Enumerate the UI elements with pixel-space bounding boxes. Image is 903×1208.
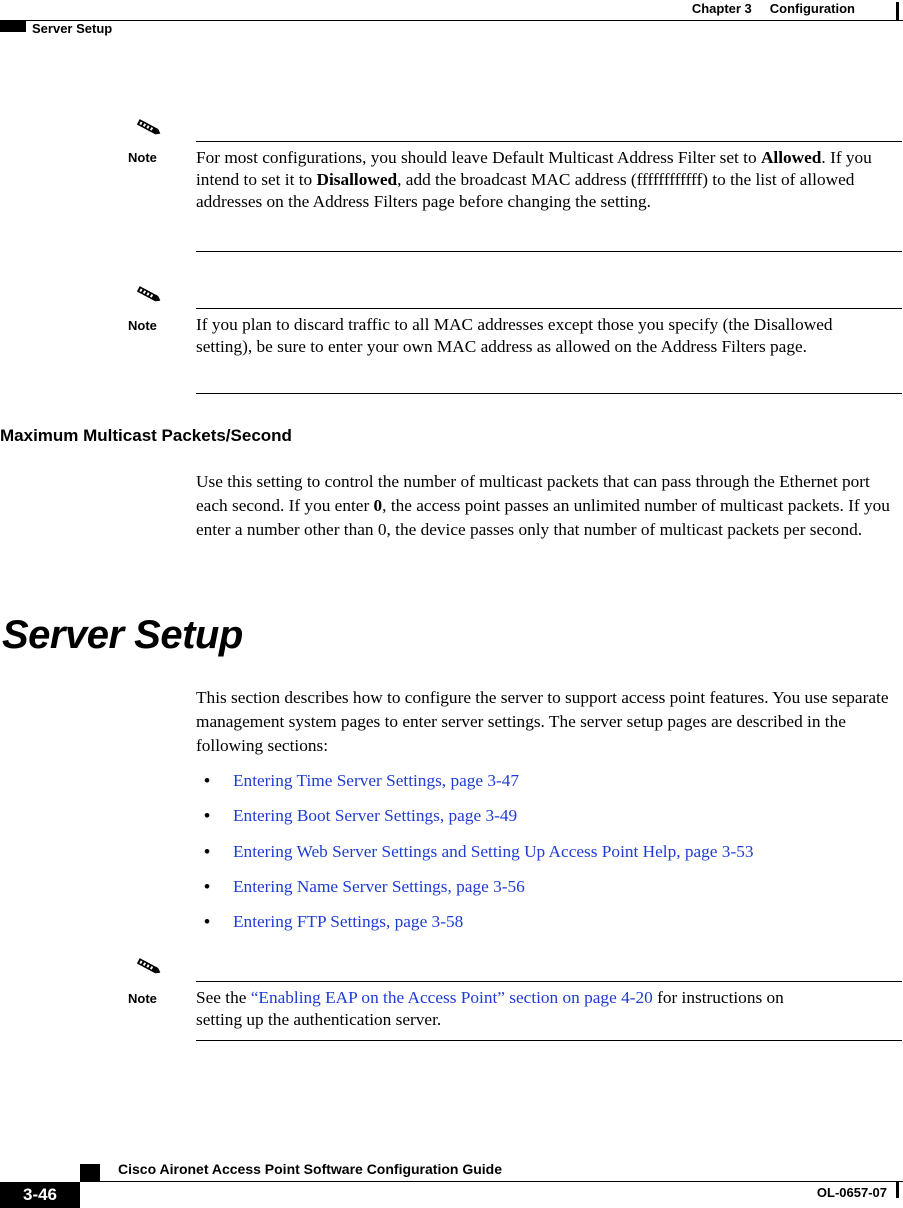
footer-page-number: 3-46 bbox=[0, 1182, 80, 1208]
pencil-note-icon bbox=[134, 283, 162, 305]
header-block bbox=[0, 21, 26, 32]
pencil-note-icon bbox=[134, 116, 162, 138]
link-enabling-eap[interactable]: “Enabling EAP on the Access Point” section on page 4-20 bbox=[250, 988, 653, 1007]
section-link-list bbox=[204, 771, 753, 947]
note1-text-a: For most configurations, you should leave Default Multicast Address Filter set to bbox=[196, 148, 761, 167]
section-intro-text: This section describes how to configure the server to support access point features. You use separate management system pages to enter server settings. The server setup pages are described in the following sections: bbox=[196, 688, 889, 755]
list-item bbox=[204, 842, 753, 877]
header-rule bbox=[0, 20, 903, 21]
footer-guide-title: Cisco Aironet Access Point Software Configuration Guide bbox=[118, 1161, 503, 1177]
note3-text bbox=[196, 987, 816, 1031]
list-item bbox=[204, 877, 753, 912]
note1-text-b: . If you intend to set it to bbox=[196, 148, 872, 189]
note2-top-rule bbox=[196, 308, 902, 309]
footer-rule bbox=[80, 1181, 903, 1182]
note2-label: Note bbox=[128, 318, 157, 333]
footer-doc-number: OL-0657-07 bbox=[816, 1185, 887, 1200]
note1-bold-disallowed: Disallowed bbox=[316, 170, 398, 189]
link-web-server[interactable]: Entering Web Server Settings and Setting Up Access Point Help, page 3-53 bbox=[233, 841, 754, 861]
note3-text-a: See the bbox=[196, 988, 251, 1007]
subsection-bold-zero: 0 bbox=[373, 496, 383, 515]
header-tick bbox=[896, 2, 899, 20]
subsection-paragraph bbox=[196, 470, 902, 542]
subsection-heading: Maximum Multicast Packets/Second bbox=[0, 426, 292, 445]
note1-top-rule bbox=[196, 141, 902, 142]
note3-bottom-rule bbox=[196, 1040, 902, 1041]
note1-bold-allowed: Allowed bbox=[760, 148, 822, 167]
footer-block bbox=[80, 1164, 100, 1181]
note1-bottom-rule bbox=[196, 251, 902, 252]
note3-label: Note bbox=[128, 991, 157, 1006]
link-boot-server[interactable]: Entering Boot Server Settings, page 3-49 bbox=[233, 806, 518, 826]
bullet: • bbox=[204, 876, 211, 896]
subsection-text-a: Use this setting to control the number of multicast packets that can pass through the Ethernet port each second. If you enter bbox=[196, 472, 870, 515]
bullet: • bbox=[204, 912, 211, 932]
list-item bbox=[204, 806, 753, 841]
pencil-note-icon bbox=[134, 955, 162, 977]
list-item bbox=[204, 912, 753, 947]
link-time-server[interactable]: Entering Time Server Settings, page 3-47 bbox=[233, 771, 520, 790]
note2-text bbox=[196, 314, 856, 358]
note1-label: Note bbox=[128, 150, 157, 165]
note1-text-c: , add the broadcast MAC address (ffffffffffff) to the list of allowed addresses on the Address Filters page before changing the setting. bbox=[196, 170, 855, 211]
chapter-title: Configuration bbox=[769, 1, 855, 16]
bullet: • bbox=[204, 841, 211, 861]
note3-text-b: for instructions on setting up the authentication server. bbox=[196, 988, 784, 1029]
link-name-server[interactable]: Entering Name Server Settings, page 3-56 bbox=[233, 876, 525, 896]
header-section: Server Setup bbox=[32, 21, 113, 36]
footer-tick bbox=[896, 1182, 899, 1198]
list-item bbox=[204, 771, 753, 806]
section-intro bbox=[196, 686, 902, 758]
note2-bottom-rule bbox=[196, 393, 902, 394]
note3-top-rule bbox=[196, 981, 902, 982]
header-chapter bbox=[692, 1, 855, 16]
bullet: • bbox=[204, 806, 211, 826]
note2-paragraph: If you plan to discard traffic to all MAC addresses except those you specify (the Disallowed setting), be sure to enter your own MAC address as allowed on the Address Filters page. bbox=[196, 315, 833, 356]
chapter-number: Chapter 3 bbox=[691, 1, 752, 16]
note1-text bbox=[196, 147, 896, 213]
link-ftp[interactable]: Entering FTP Settings, page 3-58 bbox=[233, 912, 464, 932]
bullet: • bbox=[204, 771, 211, 790]
section-title: Server Setup bbox=[2, 613, 243, 657]
subsection-text-b: , the access point passes an unlimited number of multicast packets. If you enter a number other than 0, the device passes only that number of multicast packets per second. bbox=[196, 496, 890, 539]
